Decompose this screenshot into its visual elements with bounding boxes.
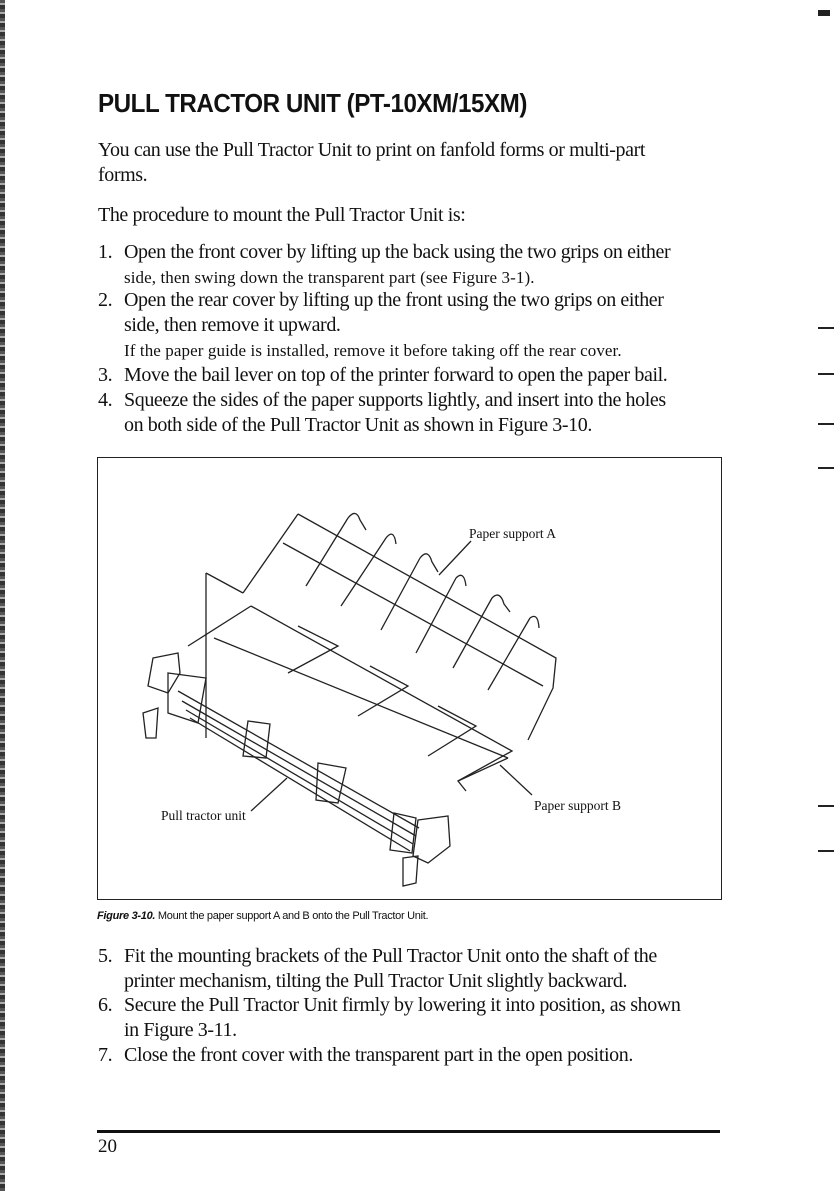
intro-paragraph [98, 138, 738, 188]
step-line: printer mechanism, tilting the Pull Tractor Unit slightly backward. [124, 970, 628, 992]
leader-lines [251, 541, 532, 811]
step-number: 7. [98, 1044, 113, 1066]
step-line: Open the front cover by lifting up the back using the two grips on either [124, 241, 671, 263]
step-line: side, then remove it upward. [124, 314, 341, 336]
step-number: 1. [98, 241, 113, 263]
scan-mark [818, 467, 834, 469]
scan-edge [0, 0, 5, 1191]
step-line: Move the bail lever on top of the printer forward to open the paper bail. [124, 364, 668, 386]
scan-mark [818, 423, 834, 425]
step-line: Fit the mounting brackets of the Pull Tractor Unit onto the shaft of the [124, 945, 657, 967]
procedure-intro: The procedure to mount the Pull Tractor Unit is: [98, 204, 466, 226]
step-line: side, then swing down the transparent part (see Figure 3-1). [124, 268, 535, 287]
caption-text: Mount the paper support A and B onto the Pull Tractor Unit. [155, 910, 429, 922]
scan-mark [818, 327, 834, 329]
step-number: 5. [98, 945, 113, 967]
scan-mark [818, 805, 834, 807]
label-paper-support-b: Paper support B [534, 798, 621, 813]
intro-line: You can use the Pull Tractor Unit to print on fanfold forms or multi-part [98, 139, 646, 161]
step-line: on both side of the Pull Tractor Unit as shown in Figure 3-10. [124, 414, 592, 436]
step-line: in Figure 3-11. [124, 1019, 237, 1041]
step-number: 4. [98, 389, 113, 411]
pull-tractor-illustration [98, 458, 723, 901]
figure-caption [97, 910, 428, 922]
caption-label: Figure 3-10. [97, 910, 156, 922]
label-pull-tractor-unit: Pull tractor unit [161, 808, 246, 823]
page-title: PULL TRACTOR UNIT (PT-10XM/15XM) [98, 88, 527, 118]
step-line: Squeeze the sides of the paper supports lightly, and insert into the holes [124, 389, 666, 411]
figure-3-10 [97, 457, 722, 900]
scan-mark [818, 373, 834, 375]
step-number: 3. [98, 364, 113, 386]
step-note: If the paper guide is installed, remove it before taking off the rear cover. [124, 341, 622, 360]
paper-support-b [188, 606, 512, 791]
step-line: Secure the Pull Tractor Unit firmly by lowering it into position, as shown [124, 994, 681, 1016]
step-line: Close the front cover with the transparent part in the open position. [124, 1044, 633, 1066]
scan-mark [818, 10, 830, 16]
intro-line: forms. [98, 164, 148, 186]
step-line: Open the rear cover by lifting up the front using the two grips on either [124, 289, 664, 311]
footer-rule [97, 1130, 720, 1133]
scan-mark [818, 850, 834, 852]
step-number: 2. [98, 289, 113, 311]
step-number: 6. [98, 994, 113, 1016]
label-paper-support-a: Paper support A [469, 526, 556, 541]
page-number: 20 [98, 1136, 117, 1157]
